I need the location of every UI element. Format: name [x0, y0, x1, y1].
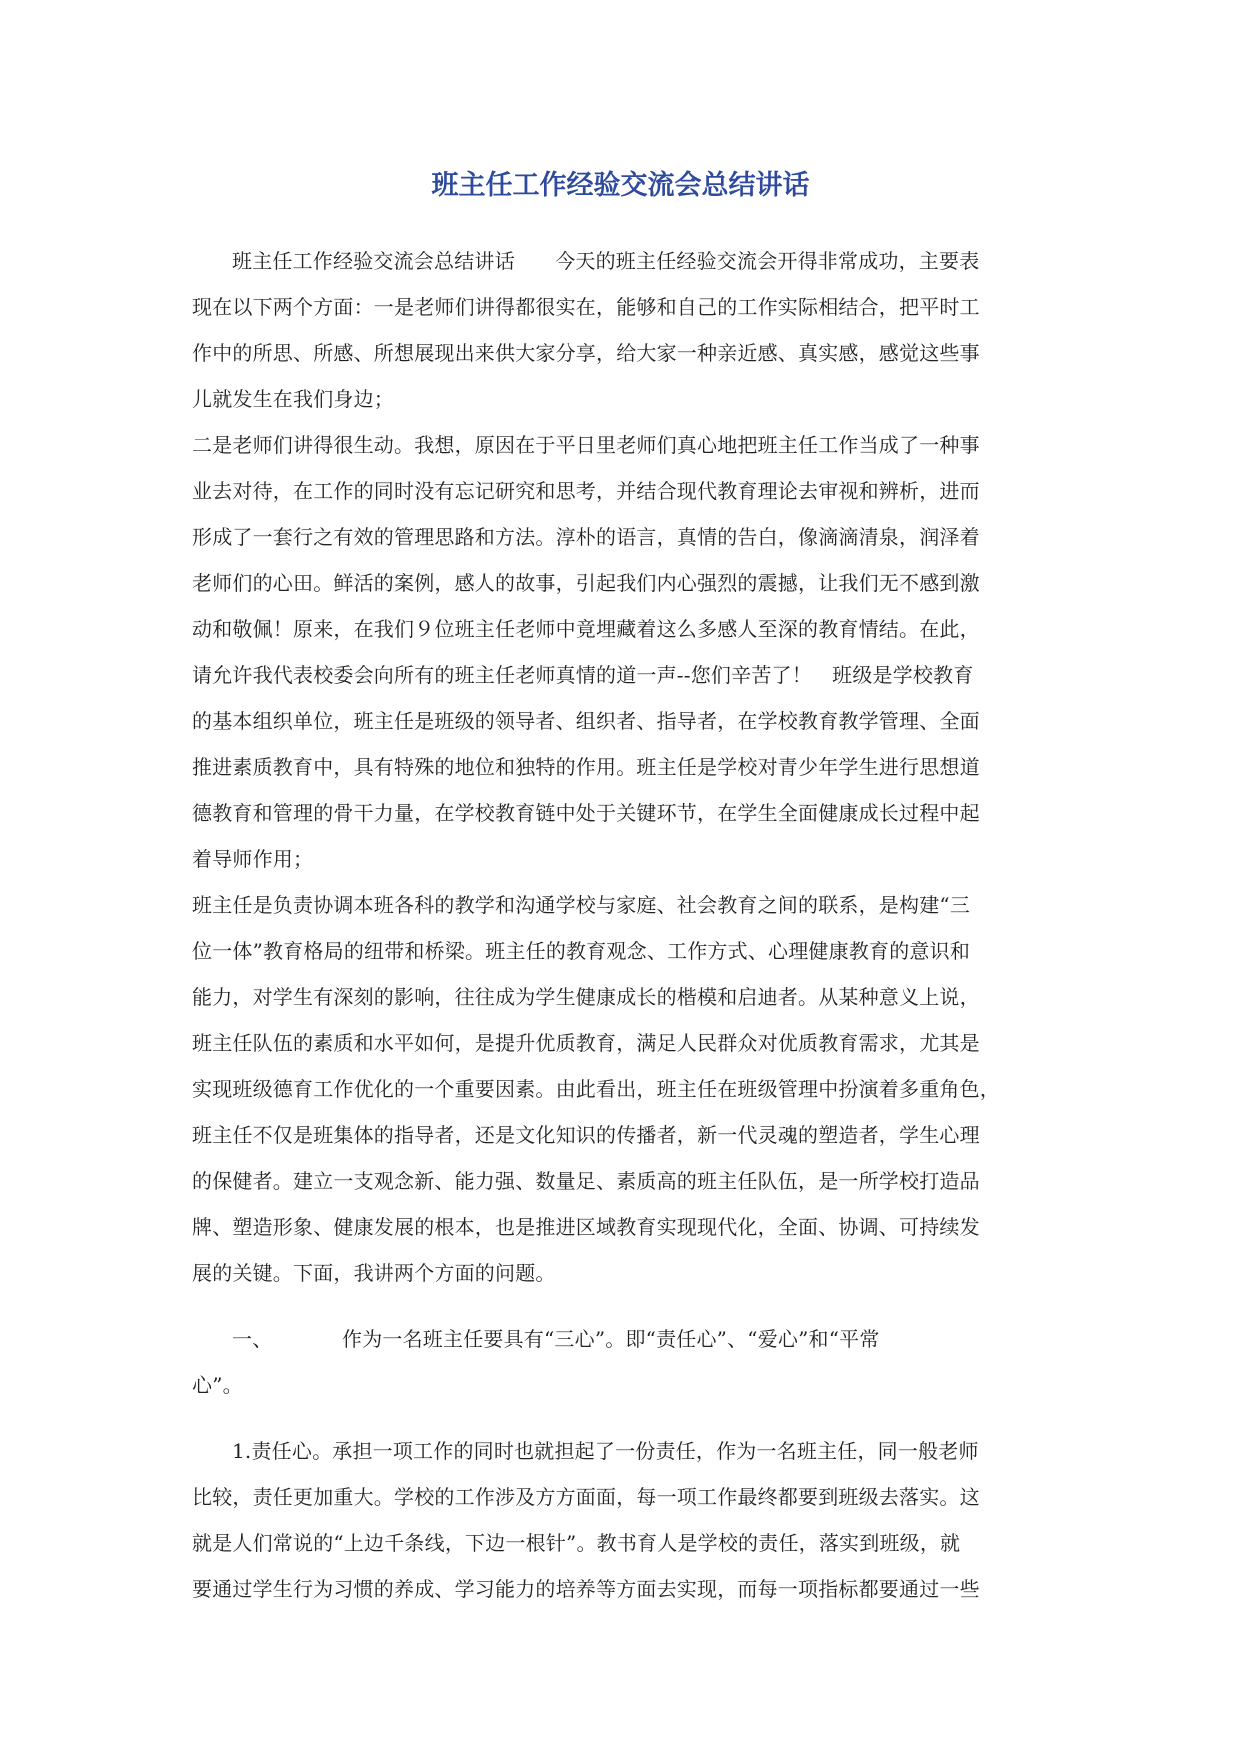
paragraph-line: 儿就发生在我们身边； [192, 387, 394, 411]
section-heading-text: 作为一名班主任要具有“三心”。即“责任心”、“爱心”和“平常 [342, 1327, 880, 1351]
paragraph-line: 就是人们常说的“上边千条线，下边一根针”。教书育人是学校的责任，落实到班级，就 [192, 1531, 961, 1555]
spacer [192, 1408, 1052, 1428]
paragraph-line: 二是老师们讲得很生动。我想，原因在于平日里老师们真心地把班主任工作当成了一种事 [192, 433, 980, 457]
paragraph-line: 德教育和管理的骨干力量，在学校教育链中处于关键环节，在学生全面健康成长过程中起 [192, 801, 980, 825]
paragraph-line: 能力，对学生有深刻的影响，往往成为学生健康成长的楷模和启迪者。从某种意义上说， [192, 985, 980, 1009]
section-heading [192, 1316, 1052, 1362]
document-title: 班主任工作经验交流会总结讲话 [431, 170, 810, 201]
paragraph-line: 业去对待，在工作的同时没有忘记研究和思考，并结合现代教育理论去审视和辨析，进而 [192, 479, 980, 503]
document-body [192, 238, 1052, 1612]
paragraph-line: 请允许我代表校委会向所有的班主任老师真情的道一声--您们辛苦了！ 班级是学校教育 [192, 663, 974, 687]
paragraph-line: 牌、塑造形象、健康发展的根本，也是推进区域教育实现现代化，全面、协调、可持续发 [192, 1215, 980, 1239]
paragraph-line: 实现班级德育工作优化的一个重要因素。由此看出，班主任在班级管理中扮演着多重角色， [192, 1077, 1000, 1101]
paragraph-line: 现在以下两个方面：一是老师们讲得都很实在，能够和自己的工作实际相结合，把平时工 [192, 295, 980, 319]
paragraph-line: 班主任是负责协调本班各科的教学和沟通学校与家庭、社会教育之间的联系，是构建“三 [192, 893, 971, 917]
paragraph-line: 的基本组织单位，班主任是班级的领导者、组织者、指导者，在学校教育教学管理、全面 [192, 709, 980, 733]
spacer [192, 1296, 1052, 1316]
paragraph-line: 位一体”教育格局的纽带和桥梁。班主任的教育观念、工作方式、心理健康教育的意识和 [192, 939, 971, 963]
paragraph-line: 着导师作用； [192, 847, 314, 871]
paragraph-line: 动和敬佩！原来，在我们９位班主任老师中竟埋藏着这么多感人至深的教育情结。在此， [192, 617, 980, 641]
section-number: 一、 [232, 1327, 273, 1351]
paragraph-line: 班主任队伍的素质和水平如何，是提升优质教育，满足人民群众对优质教育需求，尤其是 [192, 1031, 980, 1055]
paragraph-line: 要通过学生行为习惯的养成、学习能力的培养等方面去实现，而每一项指标都要通过一些 [192, 1577, 980, 1601]
paragraph-line: 展的关键。下面，我讲两个方面的问题。 [192, 1261, 556, 1285]
paragraph-line: 班主任工作经验交流会总结讲话 今天的班主任经验交流会开得非常成功，主要表 [232, 249, 980, 273]
paragraph-line: 比较，责任更加重大。学校的工作涉及方方面面，每一项工作最终都要到班级去落实。这 [192, 1485, 980, 1509]
paragraph-line: 作中的所思、所感、所想展现出来供大家分享，给大家一种亲近感、真实感，感觉这些事 [192, 341, 980, 365]
section-heading-continued: 心”。 [192, 1373, 243, 1397]
paragraph-line: 的保健者。建立一支观念新、能力强、数量足、素质高的班主任队伍，是一所学校打造品 [192, 1169, 980, 1193]
paragraph-line: 班主任不仅是班集体的指导者，还是文化知识的传播者，新一代灵魂的塑造者，学生心理 [192, 1123, 980, 1147]
paragraph-line: 推进素质教育中，具有特殊的地位和独特的作用。班主任是学校对青少年学生进行思想道 [192, 755, 980, 779]
paragraph-line: 老师们的心田。鲜活的案例，感人的故事，引起我们内心强烈的震撼，让我们无不感到激 [192, 571, 980, 595]
paragraph-line: 1.责任心。承担一项工作的同时也就担起了一份责任，作为一名班主任，同一般老师 [232, 1439, 979, 1463]
paragraph-line: 形成了一套行之有效的管理思路和方法。淳朴的语言，真情的告白，像滴滴清泉，润泽着 [192, 525, 980, 549]
